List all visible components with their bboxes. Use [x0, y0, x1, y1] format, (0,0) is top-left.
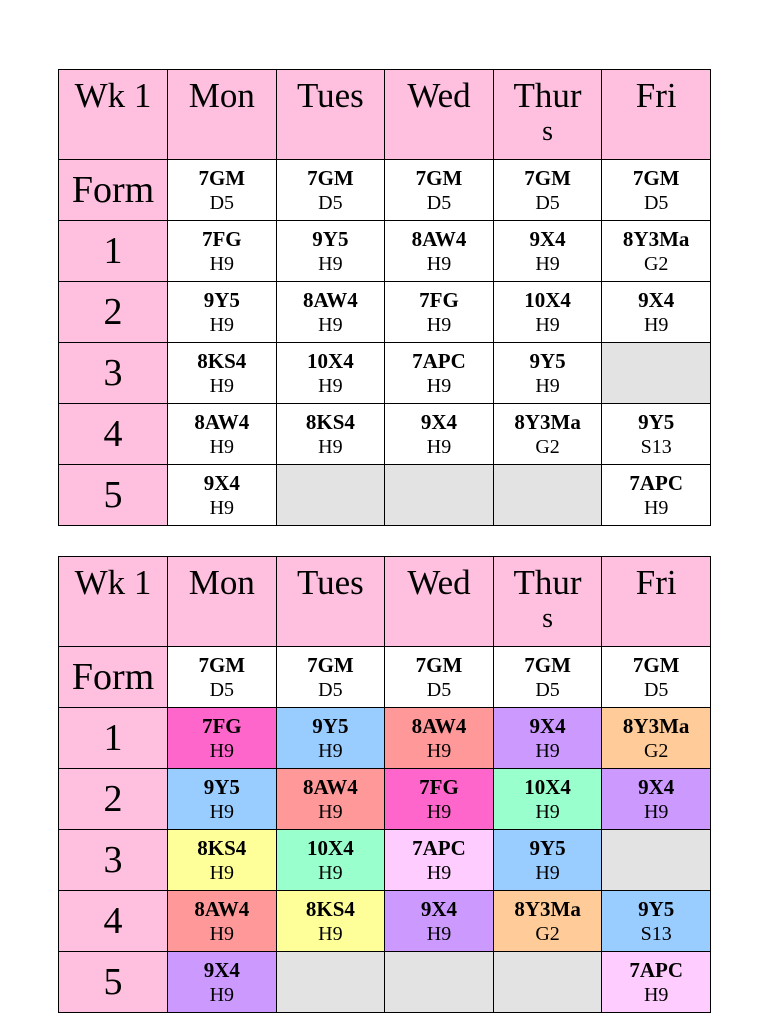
header-text: Fri	[635, 76, 677, 115]
lesson-cell	[493, 647, 602, 708]
header-text: Wk 1	[74, 563, 152, 602]
lesson-cell	[493, 221, 602, 282]
room-code: G2	[643, 253, 669, 275]
lesson-cell	[602, 708, 711, 769]
plain-row-2	[59, 282, 711, 343]
lesson-cell	[168, 708, 277, 769]
class-code: 8AW4	[302, 775, 358, 799]
header-text: Wk 1	[74, 76, 152, 115]
room-code: S13	[640, 436, 672, 458]
lesson-cell	[168, 404, 277, 465]
colored-header-tues	[276, 557, 385, 647]
lesson-cell	[276, 891, 385, 952]
room-code: H9	[318, 375, 343, 397]
class-code: 9X4	[420, 897, 458, 921]
lesson-cell	[168, 952, 277, 1013]
class-code: 8AW4	[411, 227, 467, 251]
class-code: 7APC	[629, 471, 683, 495]
room-code: D5	[209, 679, 235, 701]
period-label: 1	[59, 221, 168, 282]
lesson-cell	[168, 769, 277, 830]
plain-row-1	[59, 221, 711, 282]
lesson-cell	[493, 830, 602, 891]
colored-header-wed	[385, 557, 494, 647]
lesson-cell	[385, 708, 494, 769]
room-code: H9	[426, 375, 452, 397]
room-code: H9	[318, 253, 343, 275]
empty-slot	[602, 830, 711, 891]
lesson-cell	[602, 647, 711, 708]
period-label: 5	[59, 465, 168, 526]
lesson-cell	[602, 282, 711, 343]
lesson-cell	[385, 891, 494, 952]
room-code: D5	[318, 679, 343, 701]
plain-header-week	[59, 70, 168, 160]
room-code: H9	[209, 497, 235, 519]
lesson-cell	[493, 769, 602, 830]
class-code: 10X4	[307, 349, 354, 373]
class-code: 7GM	[632, 653, 680, 677]
class-code: 9Y5	[638, 410, 675, 434]
plain-header-fri	[602, 70, 711, 160]
header-text: Wed	[407, 563, 471, 602]
period-label: 4	[59, 891, 168, 952]
lesson-cell	[276, 769, 385, 830]
period-label: 2	[59, 769, 168, 830]
lesson-cell	[168, 343, 277, 404]
room-code: D5	[318, 192, 343, 214]
period-label: 1	[59, 708, 168, 769]
period-label: 5	[59, 952, 168, 1013]
lesson-cell	[385, 769, 494, 830]
header-text: Mon	[188, 563, 255, 602]
header-text: Tues	[296, 76, 364, 115]
colored-row-form	[59, 647, 711, 708]
class-code: 10X4	[307, 836, 354, 860]
class-code: 7FG	[201, 227, 242, 251]
plain-header-mon	[168, 70, 277, 160]
lesson-cell	[168, 221, 277, 282]
room-code: H9	[209, 253, 235, 275]
room-code: D5	[535, 679, 560, 701]
room-code: H9	[318, 923, 343, 945]
room-code: S13	[640, 923, 672, 945]
class-code: 7GM	[524, 166, 571, 190]
lesson-cell	[602, 465, 711, 526]
lesson-cell	[385, 221, 494, 282]
class-code: 8Y3Ma	[622, 714, 690, 738]
empty-slot	[493, 465, 602, 526]
colored-header-row	[59, 557, 711, 647]
room-code: H9	[209, 740, 235, 762]
class-code: 7GM	[198, 166, 246, 190]
lesson-cell	[385, 404, 494, 465]
class-code: 9Y5	[529, 836, 566, 860]
header-text: Fri	[635, 563, 677, 602]
plain-header-tues	[276, 70, 385, 160]
room-code: H9	[535, 375, 560, 397]
header-text: Thur	[513, 563, 582, 602]
period-label: 3	[59, 830, 168, 891]
header-text-suffix: s	[542, 116, 554, 147]
class-code: 7GM	[415, 653, 463, 677]
plain-row-3	[59, 343, 711, 404]
lesson-cell	[385, 282, 494, 343]
class-code: 8AW4	[411, 714, 467, 738]
room-code: H9	[426, 436, 452, 458]
room-code: D5	[535, 192, 560, 214]
class-code: 7GM	[524, 653, 571, 677]
lesson-cell	[276, 830, 385, 891]
lesson-cell	[493, 160, 602, 221]
room-code: H9	[426, 253, 452, 275]
room-code: D5	[209, 192, 235, 214]
lesson-cell	[602, 952, 711, 1013]
room-code: H9	[643, 497, 669, 519]
colored-header-thur	[493, 557, 602, 647]
colored-header-fri	[602, 557, 711, 647]
lesson-cell	[168, 891, 277, 952]
room-code: H9	[535, 862, 560, 884]
room-code: H9	[426, 923, 452, 945]
class-code: 9X4	[529, 714, 566, 738]
period-label: 2	[59, 282, 168, 343]
class-code: 7GM	[632, 166, 680, 190]
header-text: Wed	[407, 76, 471, 115]
lesson-cell	[276, 404, 385, 465]
empty-slot	[276, 465, 385, 526]
class-code: 8AW4	[194, 897, 250, 921]
class-code: 7FG	[419, 775, 459, 799]
room-code: H9	[535, 740, 560, 762]
lesson-cell	[493, 343, 602, 404]
colored-row-3	[59, 830, 711, 891]
header-text: Tues	[296, 563, 364, 602]
lesson-cell	[385, 830, 494, 891]
lesson-cell	[602, 221, 711, 282]
class-code: 9Y5	[529, 349, 566, 373]
room-code: H9	[209, 801, 235, 823]
class-code: 9Y5	[638, 897, 675, 921]
class-code: 8KS4	[197, 349, 247, 373]
plain-row-4	[59, 404, 711, 465]
period-label: 3	[59, 343, 168, 404]
lesson-cell	[276, 160, 385, 221]
lesson-cell	[602, 769, 711, 830]
class-code: 9Y5	[203, 775, 240, 799]
class-code: 9X4	[638, 288, 675, 312]
lesson-cell	[276, 647, 385, 708]
room-code: D5	[643, 192, 669, 214]
lesson-cell	[385, 160, 494, 221]
room-code: H9	[643, 984, 669, 1006]
lesson-cell	[602, 404, 711, 465]
class-code: 7GM	[307, 166, 354, 190]
plain-header-wed	[385, 70, 494, 160]
room-code: H9	[318, 314, 343, 336]
class-code: 9X4	[420, 410, 458, 434]
class-code: 8AW4	[302, 288, 358, 312]
empty-slot	[385, 952, 494, 1013]
lesson-cell	[168, 160, 277, 221]
room-code: H9	[426, 862, 452, 884]
plain-header-thur	[493, 70, 602, 160]
room-code: H9	[318, 862, 343, 884]
lesson-cell	[493, 282, 602, 343]
header-text-suffix: s	[542, 603, 554, 634]
class-code: 7APC	[412, 836, 466, 860]
class-code: 9X4	[203, 471, 240, 495]
class-code: 9X4	[638, 775, 675, 799]
class-code: 7GM	[198, 653, 246, 677]
timetable-plain	[58, 69, 711, 526]
lesson-cell	[493, 404, 602, 465]
colored-row-2	[59, 769, 711, 830]
period-label: Form	[59, 160, 168, 221]
class-code: 8KS4	[197, 836, 247, 860]
colored-row-1	[59, 708, 711, 769]
room-code: H9	[535, 314, 560, 336]
lesson-cell	[276, 343, 385, 404]
room-code: D5	[426, 679, 452, 701]
room-code: H9	[426, 740, 452, 762]
lesson-cell	[276, 708, 385, 769]
lesson-cell	[276, 221, 385, 282]
class-code: 7APC	[629, 958, 683, 982]
plain-row-5	[59, 465, 711, 526]
lesson-cell	[602, 160, 711, 221]
class-code: 8Y3Ma	[514, 410, 581, 434]
room-code: H9	[209, 923, 235, 945]
empty-slot	[385, 465, 494, 526]
period-label: Form	[59, 647, 168, 708]
plain-row-form	[59, 160, 711, 221]
lesson-cell	[168, 282, 277, 343]
class-code: 9X4	[529, 227, 566, 251]
class-code: 8KS4	[305, 410, 355, 434]
class-code: 7GM	[307, 653, 354, 677]
class-code: 9Y5	[312, 714, 349, 738]
room-code: H9	[535, 801, 560, 823]
class-code: 8AW4	[194, 410, 250, 434]
class-code: 8Y3Ma	[622, 227, 690, 251]
lesson-cell	[168, 465, 277, 526]
room-code: D5	[643, 679, 669, 701]
room-code: H9	[426, 314, 452, 336]
colored-row-4	[59, 891, 711, 952]
room-code: H9	[209, 862, 235, 884]
room-code: H9	[318, 740, 343, 762]
empty-slot	[276, 952, 385, 1013]
class-code: 7GM	[415, 166, 463, 190]
room-code: H9	[318, 436, 343, 458]
colored-row-5	[59, 952, 711, 1013]
lesson-cell	[276, 282, 385, 343]
class-code: 7FG	[419, 288, 459, 312]
class-code: 8Y3Ma	[514, 897, 581, 921]
room-code: H9	[209, 984, 235, 1006]
class-code: 7FG	[201, 714, 242, 738]
class-code: 10X4	[524, 775, 571, 799]
lesson-cell	[493, 891, 602, 952]
lesson-cell	[168, 830, 277, 891]
lesson-cell	[168, 647, 277, 708]
class-code: 8KS4	[305, 897, 355, 921]
period-label: 4	[59, 404, 168, 465]
room-code: H9	[643, 314, 669, 336]
room-code: H9	[535, 253, 560, 275]
header-text: Thur	[513, 76, 582, 115]
room-code: G2	[643, 740, 669, 762]
room-code: G2	[535, 923, 560, 945]
timetable-colored	[58, 556, 711, 1013]
colored-header-mon	[168, 557, 277, 647]
room-code: H9	[318, 801, 343, 823]
room-code: H9	[209, 375, 235, 397]
class-code: 9Y5	[312, 227, 349, 251]
room-code: D5	[426, 192, 452, 214]
class-code: 10X4	[524, 288, 571, 312]
empty-slot	[493, 952, 602, 1013]
room-code: H9	[426, 801, 452, 823]
room-code: H9	[209, 314, 235, 336]
lesson-cell	[493, 708, 602, 769]
room-code: H9	[643, 801, 669, 823]
lesson-cell	[602, 891, 711, 952]
class-code: 9Y5	[203, 288, 240, 312]
room-code: H9	[209, 436, 235, 458]
lesson-cell	[385, 343, 494, 404]
colored-header-week	[59, 557, 168, 647]
room-code: G2	[535, 436, 560, 458]
empty-slot	[602, 343, 711, 404]
lesson-cell	[385, 647, 494, 708]
class-code: 7APC	[412, 349, 466, 373]
header-text: Mon	[188, 76, 255, 115]
class-code: 9X4	[203, 958, 240, 982]
plain-header-row	[59, 70, 711, 160]
